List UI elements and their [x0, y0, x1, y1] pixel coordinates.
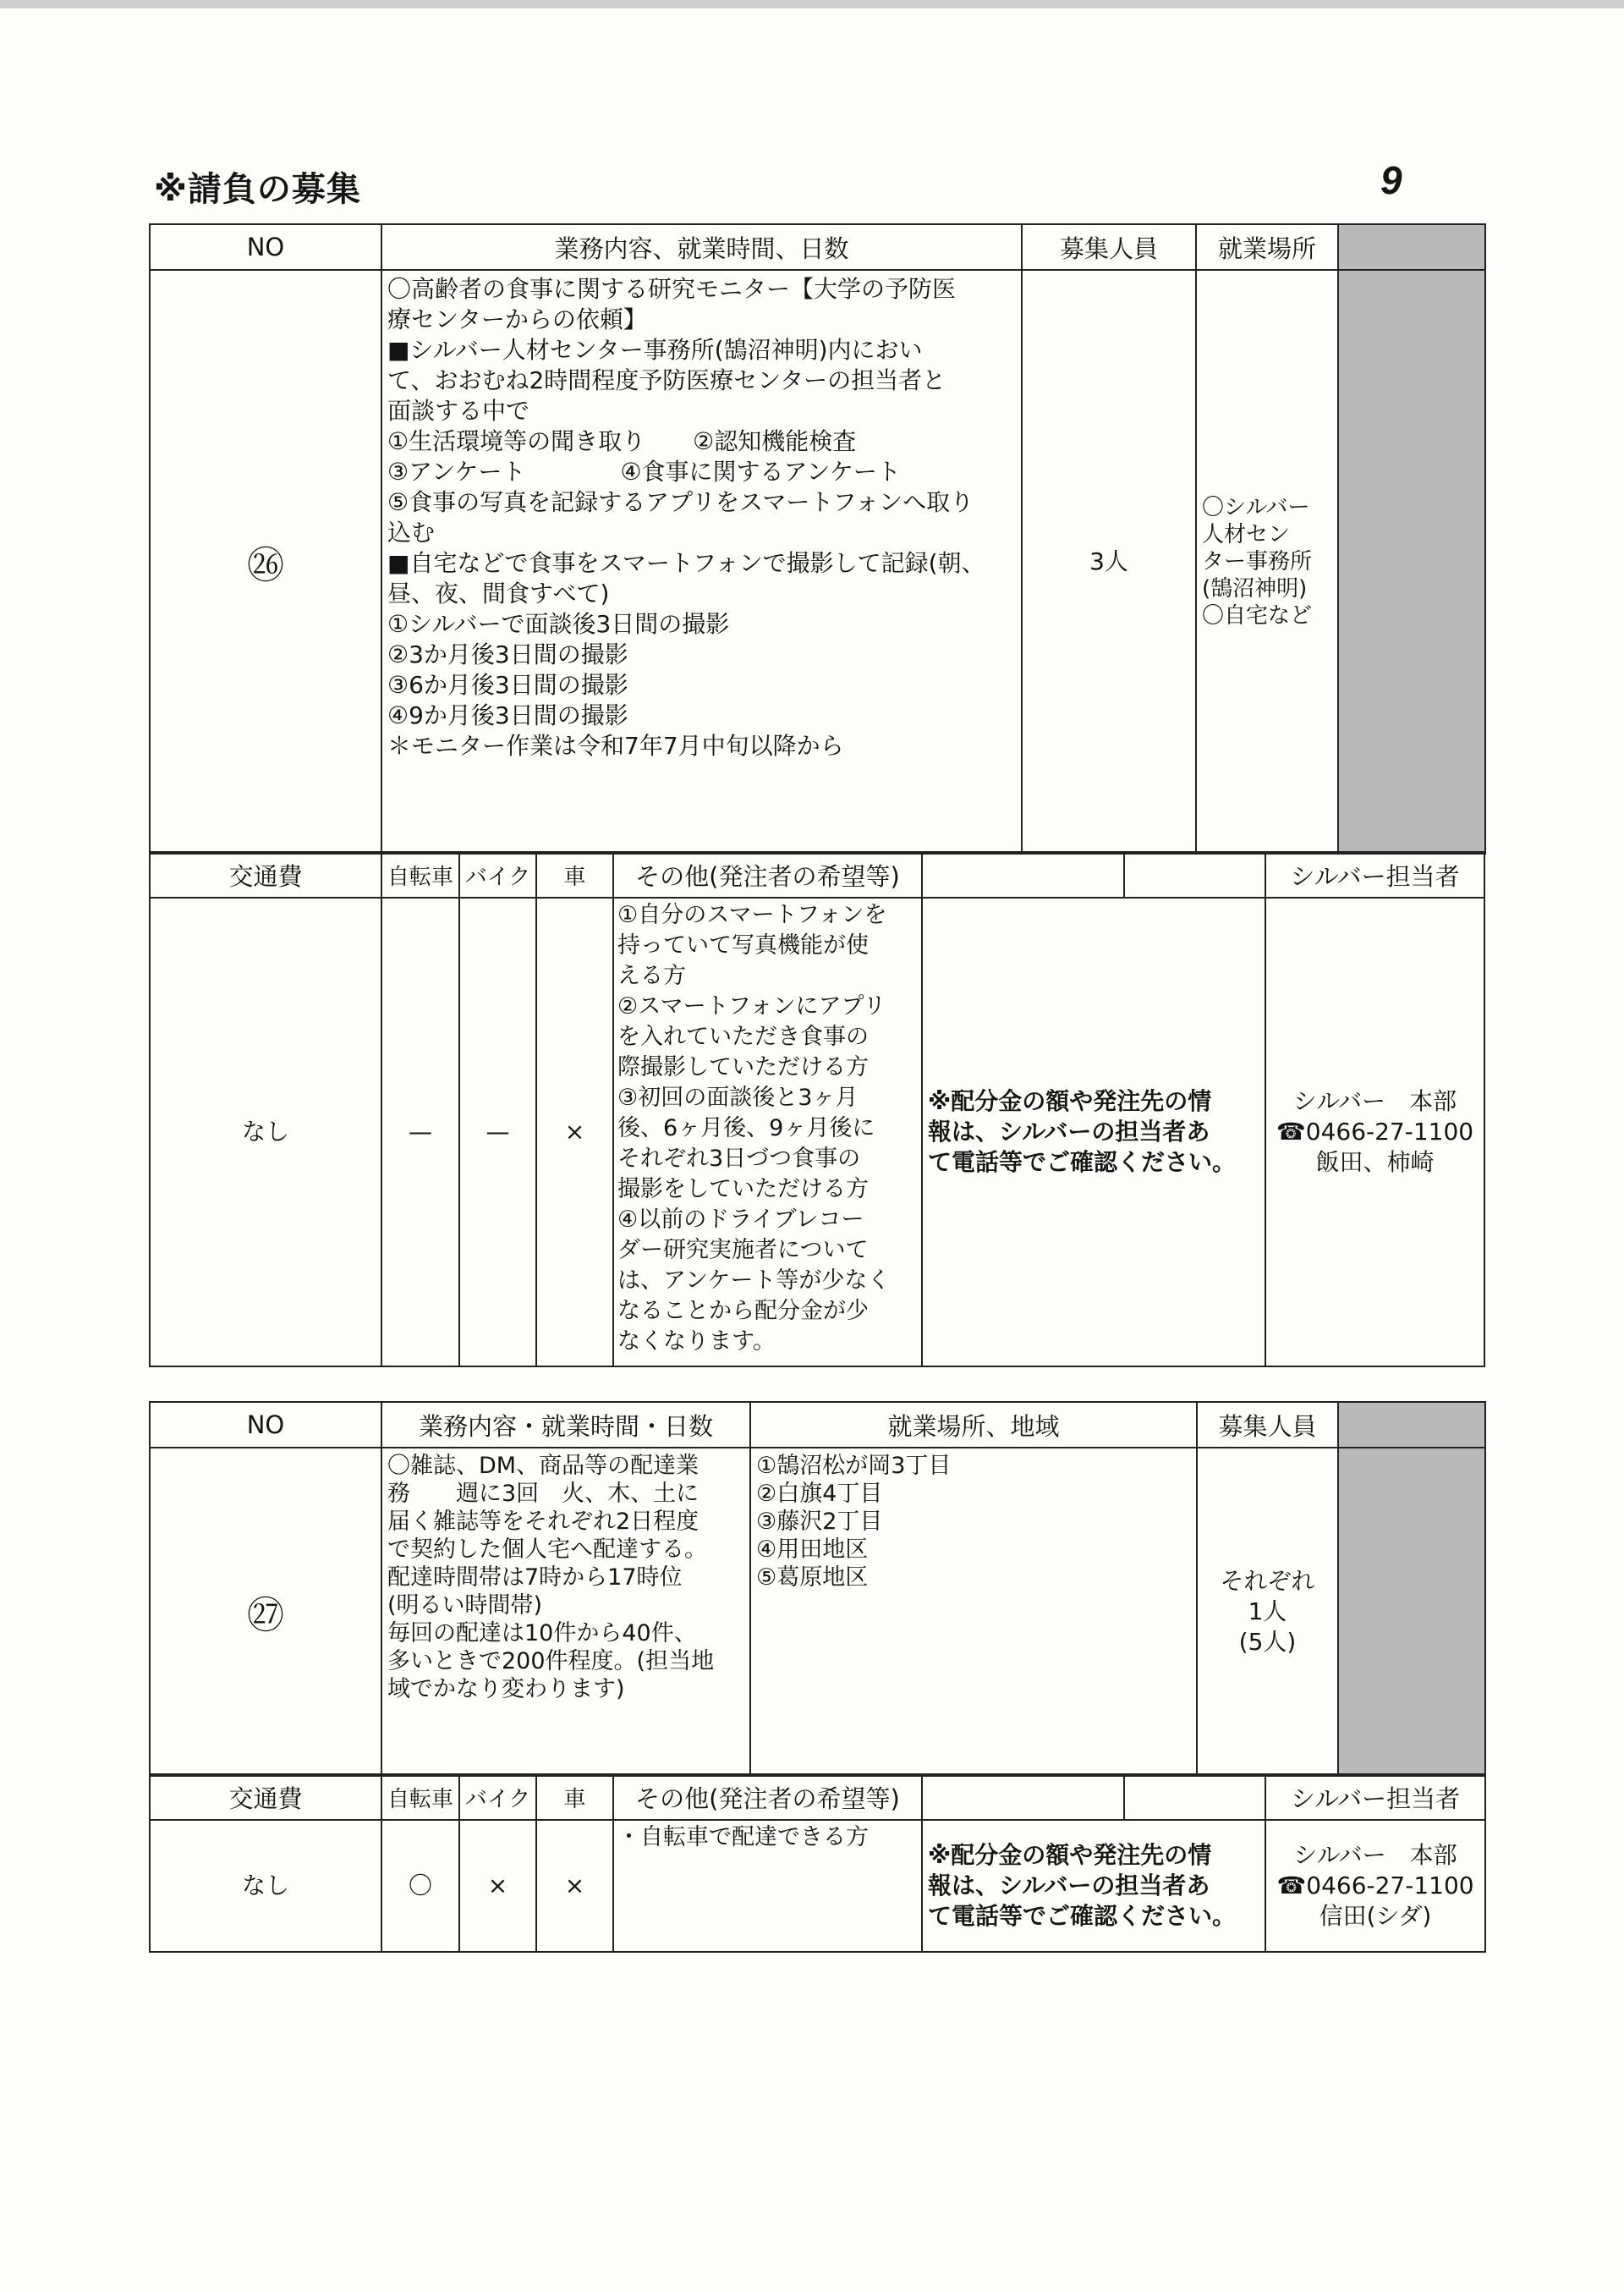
header-other: その他(発注者の希望等): [613, 1774, 922, 1820]
page-number: 9: [1380, 158, 1402, 202]
header-bicycle: 自転車: [381, 852, 459, 898]
page-title: ※請負の募集: [154, 170, 361, 209]
staff-contact: シルバー 本部 ☎0466-27-1100 飯田、柿崎: [1265, 898, 1484, 1366]
header-blank: [922, 852, 1124, 898]
header-motorbike: バイク: [459, 1774, 536, 1820]
job-place: 〇シルバー 人材セン ター事務所 (鵠沼神明) 〇自宅など: [1196, 270, 1338, 854]
other-requirements: ・自転車で配達できる方: [613, 1820, 922, 1952]
car-value: ×: [536, 898, 613, 1366]
staff-contact: シルバー 本部 ☎0466-27-1100 信田(シダ): [1265, 1820, 1485, 1952]
shaded-column: [1338, 1402, 1485, 1448]
header-content: 業務内容、就業時間、日数: [381, 224, 1022, 270]
header-car: 車: [536, 1774, 613, 1820]
job-26-table: [149, 223, 1486, 855]
job-place-list: ①鵠沼松が岡3丁目 ②白旗4丁目 ③藤沢2丁目 ④用田地区 ⑤葛原地区: [750, 1448, 1197, 1776]
job-recruit-count: 3人: [1022, 270, 1196, 854]
job-number: ㉖: [150, 270, 381, 854]
header-recruit: 募集人員: [1197, 1402, 1338, 1448]
job-26-transport-table: [149, 851, 1485, 1367]
transport-fee: なし: [150, 898, 381, 1366]
job-27-table: [149, 1401, 1486, 1777]
header-staff: シルバー担当者: [1265, 1774, 1485, 1820]
job-recruit-count: それぞれ 1人 (5人): [1197, 1448, 1338, 1776]
job-description: 〇高齢者の食事に関する研究モニター【大学の予防医 療センターからの依頼】 ■シルバー人材センター事務所(鵠沼神明)内におい て、おおむね2時間程度予防医療センターの担当者と 面談する中で ①生活環境等の聞き取り ②認知機能検査 ③アンケート ④食事に関するアンケート ⑤食事の写真を記録するアプリをスマートフォンへ取り 込む ■自宅などで食事をスマートフォンで撮影して記録(朝、 昼、夜、間食すべて) ①シルバーで面談後3日間の撮影 ②3か月後3日間の撮影 ③6か月後3日間の撮影 ④9か月後3日間の撮影 ＊モニター作業は令和7年7月中旬以降から: [381, 270, 1022, 854]
bicycle-value: 〇: [381, 1820, 459, 1952]
header-staff: シルバー担当者: [1265, 852, 1484, 898]
job-number: ㉗: [150, 1448, 381, 1776]
car-value: ×: [536, 1820, 613, 1952]
transport-fee: なし: [150, 1820, 381, 1952]
header-place: 就業場所、地域: [750, 1402, 1197, 1448]
job-description: 〇雑誌、DM、商品等の配達業 務 週に3回 火、木、土に 届く雑誌等をそれぞれ2日程度 で契約した個人宅へ配達する。 配達時間帯は7時から17時位 (明るい時間帯) 毎回の配達は10件から40件、 多いときで200件程度。(担当地 域でかなり変わります): [381, 1448, 750, 1776]
header-place: 就業場所: [1196, 224, 1338, 270]
header-recruit: 募集人員: [1022, 224, 1196, 270]
shaded-column: [1338, 224, 1485, 270]
motorbike-value: ×: [459, 1820, 536, 1952]
header-other: その他(発注者の希望等): [613, 852, 922, 898]
other-requirements: ①自分のスマートフォンを 持っていて写真機能が使 える方 ②スマートフォンにアプリ を入れていただき食事の 際撮影していただける方 ③初回の面談後と3ヶ月 後、6ヶ月後、9ヶ月後に それぞれ3日づつ食事の 撮影をしていただける方 ④以前のドライブレコー ダー研究実施者について は、アンケート等が少なく なることから配分金が少 なくなります。: [613, 898, 922, 1366]
header-motorbike: バイク: [459, 852, 536, 898]
bicycle-value: —: [381, 898, 459, 1366]
job-27-transport-table: [149, 1773, 1486, 1953]
motorbike-value: —: [459, 898, 536, 1366]
shaded-column: [1338, 270, 1485, 854]
payment-note: ※配分金の額や発注先の情 報は、シルバーの担当者あ て電話等でご確認ください。: [922, 898, 1265, 1366]
header-no: NO: [150, 1402, 381, 1448]
header-no: NO: [150, 224, 381, 270]
header-transport: 交通費: [150, 1774, 381, 1820]
header-content: 業務内容・就業時間・日数: [381, 1402, 750, 1448]
header-blank: [922, 1774, 1124, 1820]
header-blank: [1124, 1774, 1265, 1820]
header-transport: 交通費: [150, 852, 381, 898]
header-bicycle: 自転車: [381, 1774, 459, 1820]
shaded-column: [1338, 1448, 1485, 1776]
payment-note: ※配分金の額や発注先の情 報は、シルバーの担当者あ て電話等でご確認ください。: [922, 1820, 1265, 1952]
header-blank: [1124, 852, 1265, 898]
header-car: 車: [536, 852, 613, 898]
scan-edge: [0, 0, 1624, 8]
